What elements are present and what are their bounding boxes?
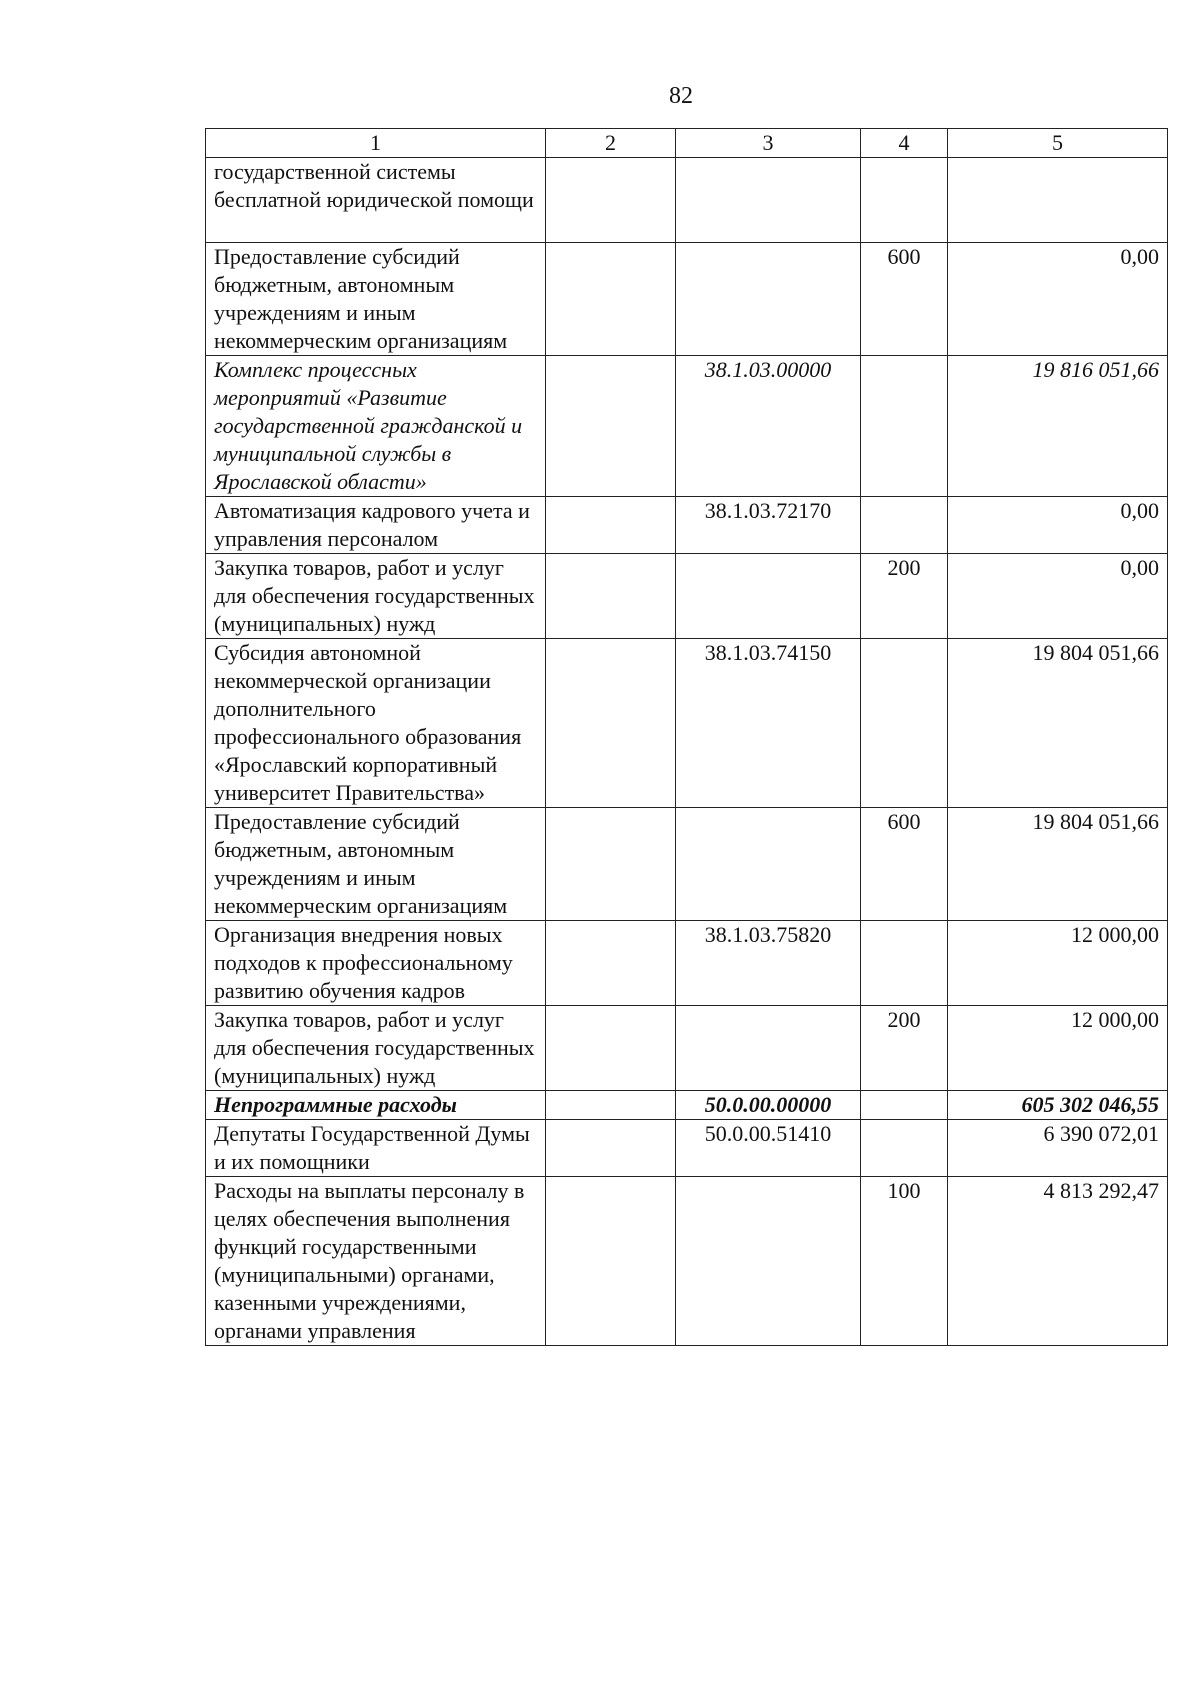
- row-name: Непрограммные расходы: [206, 1091, 546, 1120]
- row-amount: 6 390 072,01: [948, 1120, 1168, 1177]
- row-expense-type: [861, 356, 948, 497]
- table-row: [206, 158, 1168, 243]
- table-row: [206, 356, 1168, 497]
- row-amount: 605 302 046,55: [948, 1091, 1168, 1120]
- row-col2: [546, 921, 676, 1006]
- row-name: Комплекс процессных мероприятий «Развитие государственной гражданской и муниципальной службы в Ярославской области»: [206, 356, 546, 497]
- row-amount: 19 804 051,66: [948, 808, 1168, 921]
- column-header-5: 5: [948, 129, 1168, 158]
- row-code: 38.1.03.74150: [676, 639, 861, 808]
- row-expense-type: 100: [861, 1177, 948, 1346]
- row-name: государственной системы бесплатной юридической помощи: [206, 158, 546, 243]
- table-row: [206, 554, 1168, 639]
- row-code: [676, 808, 861, 921]
- row-col2: [546, 639, 676, 808]
- row-amount: 0,00: [948, 554, 1168, 639]
- row-expense-type: [861, 497, 948, 554]
- row-code: 50.0.00.00000: [676, 1091, 861, 1120]
- row-col2: [546, 243, 676, 356]
- row-name: Закупка товаров, работ и услуг для обеспечения государственных (муниципальных) нужд: [206, 554, 546, 639]
- row-col2: [546, 554, 676, 639]
- table-row: [206, 639, 1168, 808]
- row-amount: [948, 158, 1168, 243]
- row-col2: [546, 1091, 676, 1120]
- column-header-3: 3: [676, 129, 861, 158]
- row-name: Предоставление субсидий бюджетным, автономным учреждениям и иным некоммерческим организациям: [206, 243, 546, 356]
- row-code: [676, 158, 861, 243]
- budget-table: [205, 128, 1168, 1346]
- row-expense-type: 600: [861, 808, 948, 921]
- row-col2: [546, 158, 676, 243]
- table-row: [206, 1006, 1168, 1091]
- row-name: Субсидия автономной некоммерческой организации дополнительного профессионального образования «Ярославский корпоративный университет Правительства»: [206, 639, 546, 808]
- row-col2: [546, 1177, 676, 1346]
- row-expense-type: 200: [861, 554, 948, 639]
- table-row: [206, 1120, 1168, 1177]
- row-expense-type: [861, 639, 948, 808]
- row-code: 38.1.03.00000: [676, 356, 861, 497]
- table-row: [206, 808, 1168, 921]
- row-expense-type: 600: [861, 243, 948, 356]
- table-row: [206, 497, 1168, 554]
- row-col2: [546, 1120, 676, 1177]
- row-code: 38.1.03.72170: [676, 497, 861, 554]
- row-amount: 19 816 051,66: [948, 356, 1168, 497]
- table-row: [206, 1091, 1168, 1120]
- row-name: Депутаты Государственной Думы и их помощники: [206, 1120, 546, 1177]
- row-amount: 12 000,00: [948, 1006, 1168, 1091]
- row-expense-type: [861, 1120, 948, 1177]
- table-header-row: [206, 129, 1168, 158]
- row-name: Предоставление субсидий бюджетным, автономным учреждениям и иным некоммерческим организациям: [206, 808, 546, 921]
- row-expense-type: 200: [861, 1006, 948, 1091]
- row-code: [676, 554, 861, 639]
- column-header-1: 1: [206, 129, 546, 158]
- row-code: [676, 243, 861, 356]
- row-name: Закупка товаров, работ и услуг для обеспечения государственных (муниципальных) нужд: [206, 1006, 546, 1091]
- row-expense-type: [861, 1091, 948, 1120]
- table-body: [206, 158, 1168, 1346]
- column-header-4: 4: [861, 129, 948, 158]
- table-row: [206, 1177, 1168, 1346]
- row-amount: 0,00: [948, 243, 1168, 356]
- row-col2: [546, 356, 676, 497]
- row-col2: [546, 497, 676, 554]
- row-code: [676, 1177, 861, 1346]
- row-amount: 0,00: [948, 497, 1168, 554]
- row-col2: [546, 808, 676, 921]
- column-header-2: 2: [546, 129, 676, 158]
- row-amount: 4 813 292,47: [948, 1177, 1168, 1346]
- table-row: [206, 921, 1168, 1006]
- row-amount: 12 000,00: [948, 921, 1168, 1006]
- table-row: [206, 243, 1168, 356]
- row-code: 38.1.03.75820: [676, 921, 861, 1006]
- row-expense-type: [861, 921, 948, 1006]
- row-code: 50.0.00.51410: [676, 1120, 861, 1177]
- row-name: Расходы на выплаты персоналу в целях обеспечения выполнения функций государственными (муниципальными) органами, казенными учреждениями, органами управления: [206, 1177, 546, 1346]
- page-number: 82: [669, 83, 693, 109]
- row-code: [676, 1006, 861, 1091]
- row-expense-type: [861, 158, 948, 243]
- row-name: Организация внедрения новых подходов к профессиональному развитию обучения кадров: [206, 921, 546, 1006]
- row-col2: [546, 1006, 676, 1091]
- row-amount: 19 804 051,66: [948, 639, 1168, 808]
- row-name: Автоматизация кадрового учета и управления персоналом: [206, 497, 546, 554]
